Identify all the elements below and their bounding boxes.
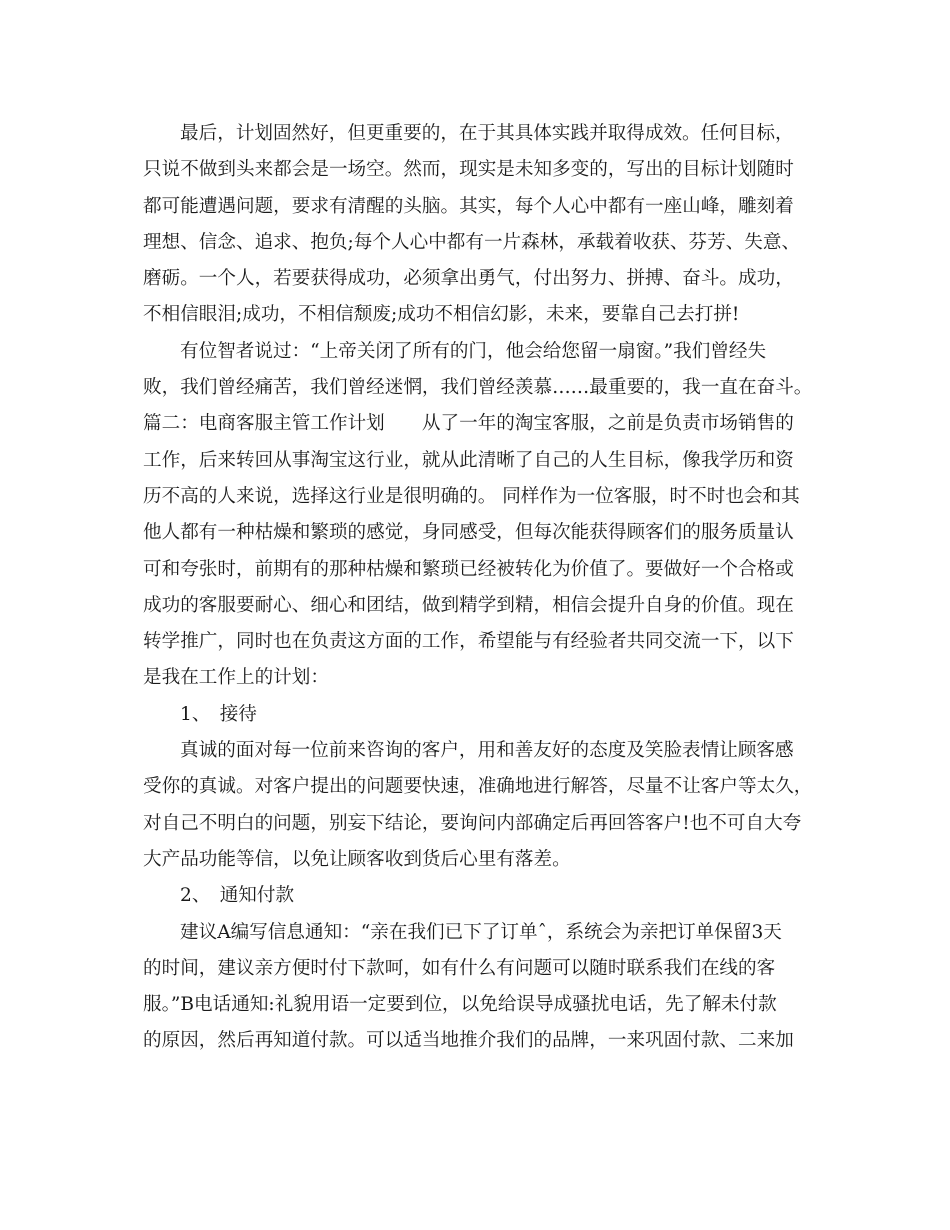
paragraph-line: 真诚的面对每一位前来咨询的客户，用和善友好的态度及笑脸表情让顾客感 (180, 740, 794, 762)
paragraph-line: 有位智者说过：“上帝关闭了所有的门，他会给您留一扇窗。”我们曾经失 (180, 340, 767, 362)
paragraph-line: 转学推广，同时也在负责这方面的工作，希望能与有经验者共同交流一下，以下 (143, 631, 794, 653)
paragraph-line: 服。”B电话通知:礼貌用语一定要到位，以免给误导成骚扰电话，先了解未付款 (143, 994, 777, 1016)
paragraph-line: 的原因，然后再知道付款。可以适当地推介我们的品牌，一来巩固付款、二来加 (143, 1030, 794, 1052)
paragraph-line: 最后，计划固然好，但更重要的，在于其具体实践并取得成效。任何目标， (180, 123, 794, 144)
paragraph-line: 对自己不明白的问题，别妄下结论，要询问内部确定后再回答客户!也不可自大夸 (143, 812, 802, 834)
paragraph-line: 不相信眼泪;成功，不相信颓废;成功不相信幻影，未来，要靠自己去打拼! (143, 304, 740, 326)
paragraph-line: 他人都有一种枯燥和繁琐的感觉，身同感受，但每次能获得顾客们的服务质量认 (143, 522, 794, 544)
paragraph-line: 只说不做到头来都会是一场空。然而，现实是未知多变的，写出的目标计划随时 (143, 159, 794, 181)
paragraph-line: 成功的客服要耐心、细心和团结，做到精学到精，相信会提升自身的价值。现在 (143, 594, 794, 616)
paragraph-line: 的时间，建议亲方便时付下款呵，如有什么有问题可以随时联系我们在线的客 (143, 957, 776, 979)
paragraph-line: 工作，后来转回从事淘宝这行业，就从此清晰了自己的人生目标，像我学历和资 (143, 449, 794, 471)
document-body (143, 116, 823, 1060)
paragraph-line: 可和夸张时，前期有的那种枯燥和繁琐已经被转化为价值了。要做好一个合格或 (143, 558, 794, 580)
paragraph-line: 是我在工作上的计划： (143, 667, 329, 689)
paragraph-line: 大产品功能等信，以免让顾客收到货后心里有落差。 (143, 848, 571, 870)
paragraph-line: 建议A编写信息通知：“亲在我们已下了订单ˆ，系统会为亲把订单保留3天 (180, 921, 782, 943)
paragraph-line: 败，我们曾经痛苦，我们曾经迷惘，我们曾经羡慕……最重要的，我一直在奋斗。 (143, 377, 813, 399)
paragraph-line: 受你的真诚。对客户提出的问题要快速，准确地进行解答，尽量不让客户等太久， (143, 776, 813, 798)
list-heading: 1、 接待 (180, 703, 257, 725)
paragraph-line: 历不高的人来说，选择这行业是很明确的。 同样作为一位客服，时不时也会和其 (143, 485, 800, 507)
section-heading-line: 篇二：电商客服主管工作计划 从了一年的淘宝客服，之前是负责市场销售的 (143, 413, 794, 435)
paragraph-line: 都可能遭遇问题，要求有清醒的头脑。其实，每个人心中都有一座山峰，雕刻着 (143, 195, 794, 217)
list-heading: 2、 通知付款 (180, 885, 295, 907)
paragraph-line: 磨砺。一个人，若要获得成功，必须拿出勇气，付出努力、拼搏、奋斗。成功， (143, 268, 794, 290)
paragraph-line: 理想、信念、追求、抱负;每个人心中都有一片森林，承载着收获、芬芳、失意、 (143, 231, 801, 253)
